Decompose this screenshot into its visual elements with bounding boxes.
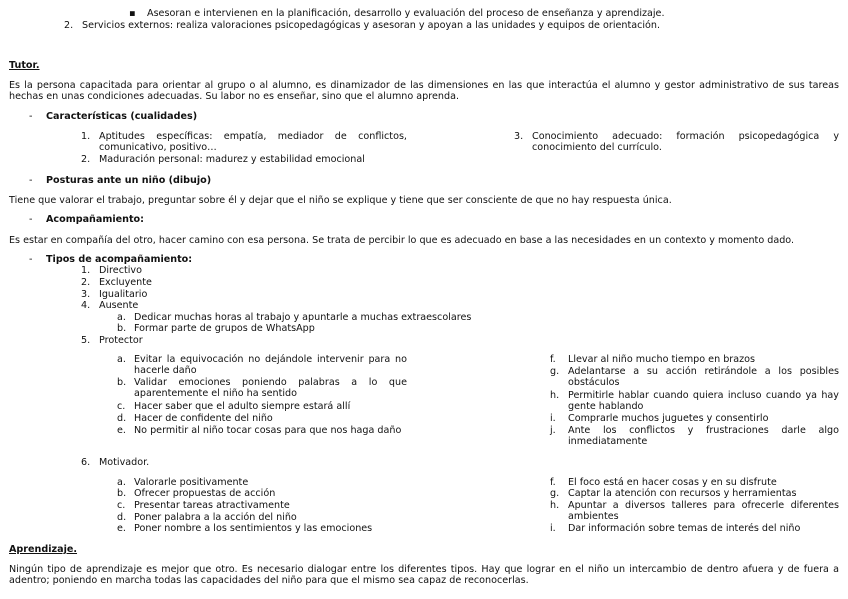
list-item: Hacer saber que el adulto siempre estará allí [134,401,351,412]
list-number: 5. [81,335,91,346]
list-letter: e. [117,523,126,534]
list-letter: b. [117,488,127,499]
list-item: Valorarle positivamente [134,477,249,488]
list-letter: b. [117,323,127,334]
list-item: No permitir al niño tocar cosas para que nos haga daño [134,425,402,436]
list-letter: g. [550,366,560,377]
list-number: 2. [81,277,91,288]
list-item: Aptitudes específicas: empatía, mediador de conflictos, comunicativo, positivo… [99,131,407,153]
list-letter: c. [117,401,126,412]
list-item: Apuntar a diversos talleres para ofrecerle diferentes ambientes [568,500,839,522]
list-item: Servicios externos: realiza valoraciones psicopedagógicas y asesoran y apoyan a las unidades y equipos de orientación. [82,20,661,31]
list-item: Igualitario [99,289,148,300]
list-letter: a. [117,477,126,488]
dash-marker: - [29,254,33,265]
list-item: Ausente [99,300,139,311]
list-item: Excluyente [99,277,152,288]
list-item: Evitar la equivocación no dejándole intervenir para no hacerle daño [134,354,407,376]
subheading-caracteristicas: Características (cualidades) [46,111,198,122]
list-item: Protector [99,335,143,346]
list-number: 2. [64,20,74,31]
list-item: Ante los conflictos y frustraciones darle algo inmediatamente [568,425,839,447]
list-letter: e. [117,425,126,436]
list-letter: h. [550,390,560,401]
list-item: Llevar al niño mucho tiempo en brazos [568,354,756,365]
list-item: Directivo [99,265,142,276]
list-number: 6. [81,457,91,468]
list-letter: d. [117,512,127,523]
list-item: Formar parte de grupos de WhatsApp [134,323,315,334]
list-item: Conocimiento adecuado: formación psicopedagógica y conocimiento del currículo. [532,131,839,153]
list-item: Dedicar muchas horas al trabajo y apuntarle a muchas extraescolares [134,312,472,323]
list-number: 2. [81,154,91,165]
aprendizaje-paragraph: Ningún tipo de aprendizaje es mejor que otro. Es necesario dialogar entre los diferentes tipos. Hay que lograr en el niño un intercambio de dentro afuera y de fuera a adentro; poniendo en marcha todas las capacidades del niño para que el mismo sea capaz de reconocerlas. [9,564,839,586]
list-letter: b. [117,377,127,388]
list-item: Motivador. [99,457,150,468]
subheading-acompanamiento: Acompañamiento: [46,214,144,225]
list-letter: c. [117,500,126,511]
list-item: Validar emociones poniendo palabras a lo que aparentemente el niño ha sentido [134,377,407,399]
list-item: Comprarle muchos juguetes y consentirlo [568,413,769,424]
list-item: Ofrecer propuestas de acción [134,488,276,499]
subheading-tipos: Tipos de acompañamiento: [46,254,193,265]
list-item: Permitirle hablar cuando quiera incluso cuando ya hay gente hablando [568,390,839,412]
list-number: 3. [514,131,524,142]
list-item: Presentar tareas atractivamente [134,500,290,511]
section-heading-tutor: Tutor. [9,60,40,71]
list-letter: d. [117,413,127,424]
list-number: 1. [81,131,91,142]
dash-marker: - [29,111,33,122]
list-item: Poner palabra a la acción del niño [134,512,297,523]
acompanamiento-text: Es estar en compañía del otro, hacer camino con esa persona. Se trata de percibir lo que es adecuado en base a las necesidades en un contexto y momento dado. [9,235,795,246]
list-letter: g. [550,488,560,499]
list-item: Dar información sobre temas de interés del niño [568,523,801,534]
list-item: Hacer de confidente del niño [134,413,273,424]
tutor-paragraph: Es la persona capacitada para orientar al grupo o al alumno, es dinamizador de las dimensiones en las que interactúa el alumno y gestor administrativo de sus tareas hechas en unas condiciones adecuadas. Su labor no es enseñar, sino que el alumno aprenda. [9,80,839,102]
list-item: Maduración personal: madurez y estabilidad emocional [99,154,365,165]
list-letter: a. [117,312,126,323]
list-letter: h. [550,500,560,511]
list-letter: a. [117,354,126,365]
list-number: 3. [81,289,91,300]
list-number: 4. [81,300,91,311]
list-number: 1. [81,265,91,276]
list-item: El foco está en hacer cosas y en su disfrute [568,477,777,488]
subheading-posturas: Posturas ante un niño (dibujo) [46,175,212,186]
list-letter: f. [550,354,556,365]
list-letter: i. [550,413,556,424]
dash-marker: - [29,175,33,186]
list-letter: f. [550,477,556,488]
list-letter: j. [550,425,556,436]
list-letter: i. [550,523,556,534]
bullet-marker: ▪ [129,8,136,19]
dash-marker: - [29,214,33,225]
section-heading-aprendizaje: Aprendizaje. [9,544,78,555]
list-item: Adelantarse a su acción retirándole a los posibles obstáculos [568,366,839,388]
list-item: Asesoran e intervienen en la planificación, desarrollo y evaluación del proceso de enseñanza y aprendizaje. [147,8,665,19]
list-item: Captar la atención con recursos y herramientas [568,488,797,499]
posturas-text: Tiene que valorar el trabajo, preguntar sobre él y dejar que el niño se explique y tiene que ser consciente de que no hay respuesta única. [9,195,672,206]
list-item: Poner nombre a los sentimientos y las emociones [134,523,373,534]
